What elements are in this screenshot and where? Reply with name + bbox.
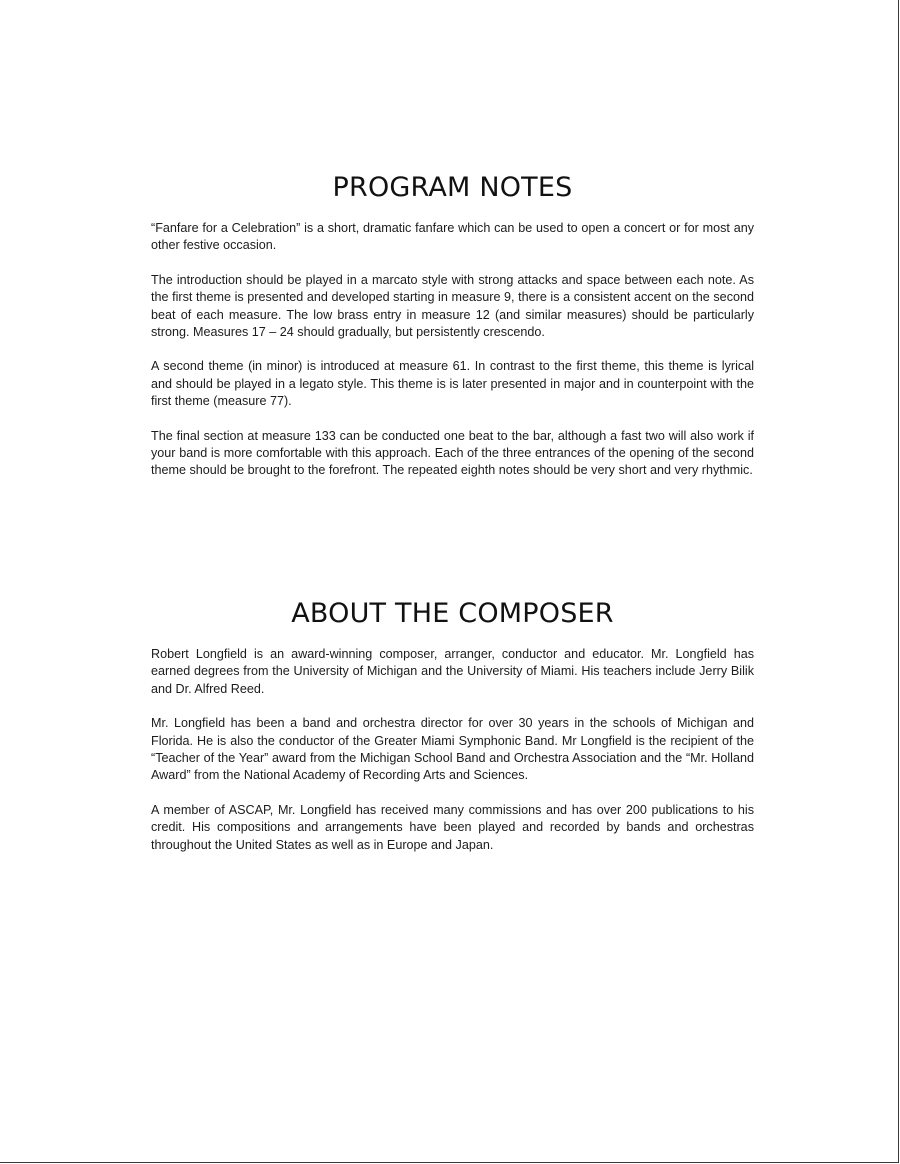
program-notes-heading: PROGRAM NOTES xyxy=(332,172,573,203)
program-notes-paragraph-2: The introduction should be played in a marcato style with strong attacks and space between each note. As the first theme is presented and developed starting in measure 9, there is a consistent accent on the second beat of each measure. The low brass entry in measure 12 (and similar measures) should be particularly strong. Measures 17 – 24 should gradually, but persistently crescendo. xyxy=(151,272,754,340)
program-notes-section xyxy=(151,170,754,497)
about-composer-paragraph-2: Mr. Longfield has been a band and orchestra director for over 30 years in the schools of Michigan and Florida. He is also the conductor of the Greater Miami Symphonic Band. Mr Longfield is the recipient of the “Teacher of the Year” award from the Michigan School Band and Orchestra Association and the “Mr. Holland Award” from the National Academy of Recording Arts and Sciences. xyxy=(151,716,754,783)
about-composer-section xyxy=(151,596,754,871)
about-composer-heading: ABOUT THE COMPOSER xyxy=(291,598,614,629)
program-notes-paragraph-1: “Fanfare for a Celebration” is a short, dramatic fanfare which can be used to open a concert or for most any other festive occasion. xyxy=(151,221,754,253)
program-notes-paragraph-4: The final section at measure 133 can be conducted one beat to the bar, although a fast two will also work if your band is more comfortable with this approach. Each of the three entrances of the opening of the second theme should be brought to the forefront. The repeated eighth notes should be very short and very rhythmic. xyxy=(151,428,754,478)
about-composer-paragraph-1: Robert Longfield is an award-winning composer, arranger, conductor and educator. Mr. Longfield has earned degrees from the University of Michigan and the University of Miami. His teachers include Jerry Bilik and Dr. Alfred Reed. xyxy=(151,647,754,696)
program-notes-paragraph-3: A second theme (in minor) is introduced at measure 61. In contrast to the first theme, this theme is lyrical and should be played in a legato style. This theme is is later presented in major and in counterpoint with the first theme (measure 77). xyxy=(151,359,754,409)
about-composer-paragraph-3: A member of ASCAP, Mr. Longfield has received many commissions and has over 200 publications to his credit. His compositions and arrangements have been played and recorded by bands and orchestras throughout the United States as well as in Europe and Japan. xyxy=(151,802,754,852)
